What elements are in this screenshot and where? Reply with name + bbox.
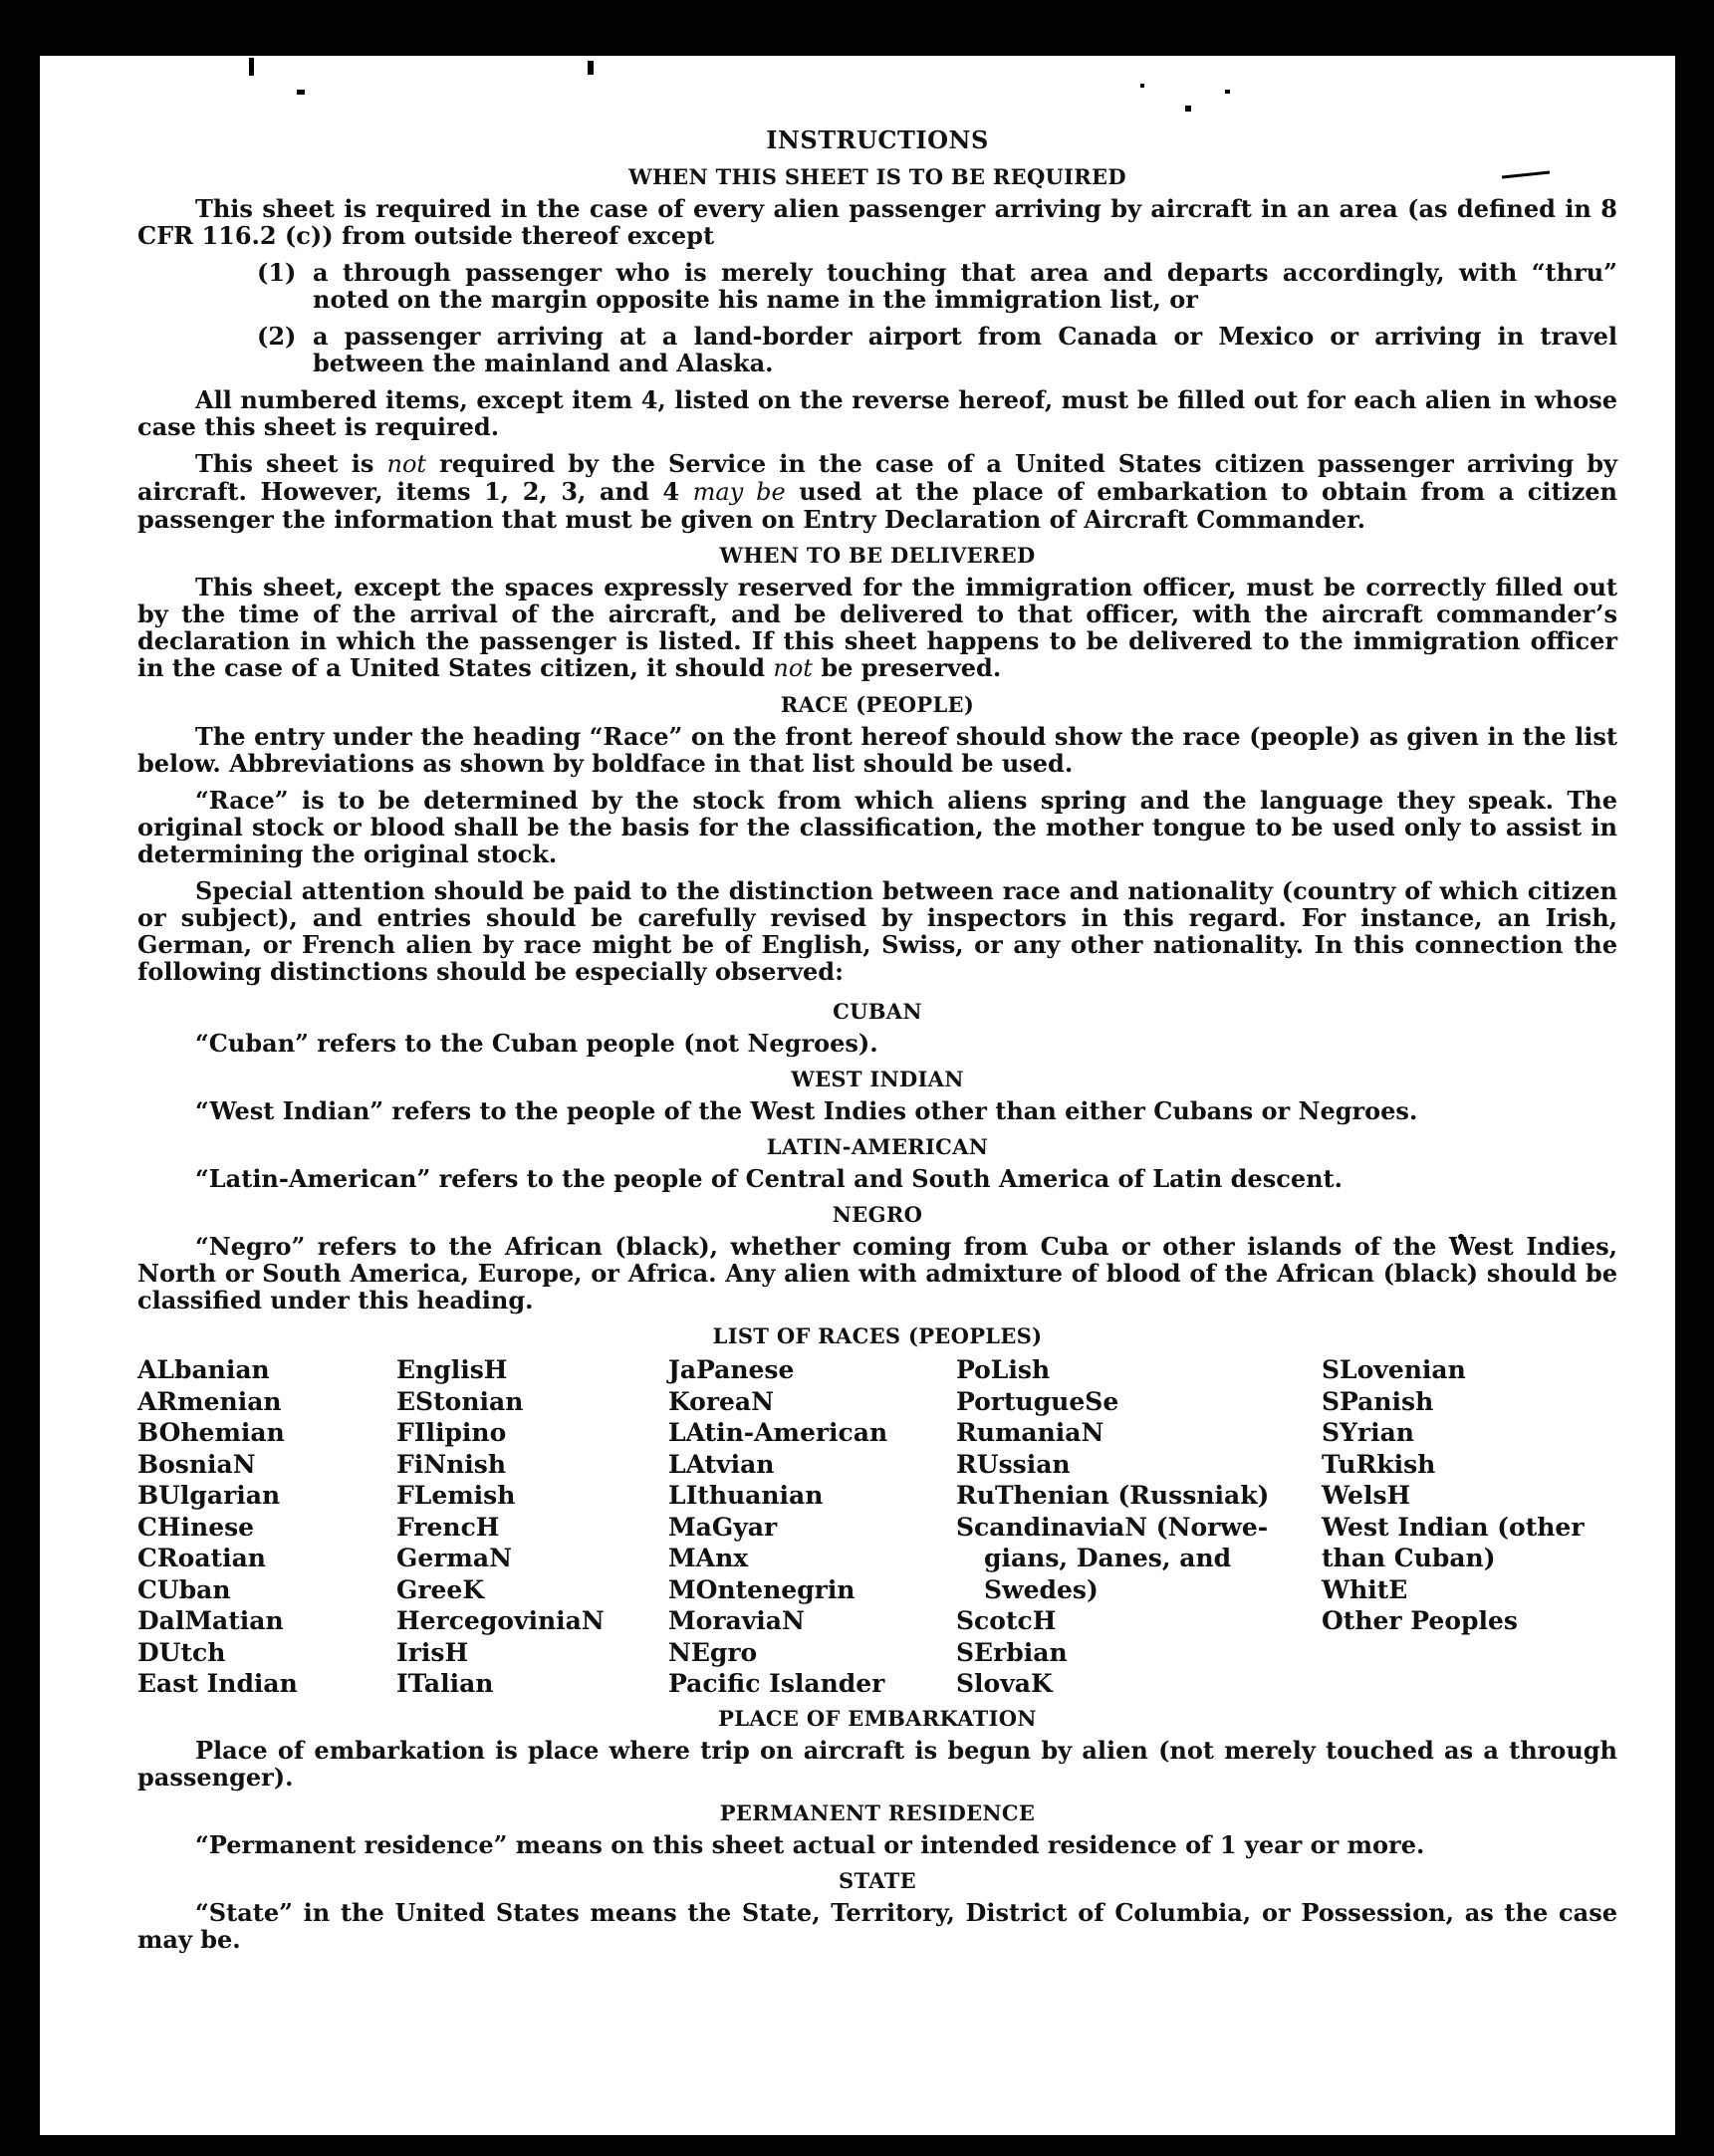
race-entry: than Cuban) — [1322, 1544, 1496, 1572]
scan-speck — [297, 90, 305, 95]
race-entry: DUtch — [137, 1637, 226, 1667]
text-run: This sheet is — [195, 449, 374, 478]
race-entry: ITalian — [396, 1669, 494, 1698]
paragraph: “Negro” refers to the African (black), whether coming from Cuba or other islands of the West Indies, North or South America, Europe, or Africa. Any alien with admixture of blood of the African (black) should be classified under this heading. — [137, 1232, 1617, 1315]
section-heading: RACE (PEOPLE) — [780, 692, 975, 717]
paragraph: Special attention should be paid to the distinction between race and nationality (country of which citizen or subject), and entries should be carefully revised by inspectors in this regard. For instance, an Irish, German, or French alien by race might be of English, Swiss, or any other nationality. In this connection the following distinctions should be especially observed: — [137, 876, 1617, 986]
race-entry: RuThenian (Russniak) — [956, 1481, 1270, 1510]
race-entry: KoreaN — [668, 1386, 774, 1416]
race-entry: MOntenegrin — [668, 1574, 856, 1604]
race-entry: RUssian — [956, 1449, 1071, 1479]
race-entry: FrencH — [396, 1512, 500, 1542]
paragraph: “State” in the United States means the State, Territory, District of Columbia, or Possession, as the case may be. — [137, 1897, 1617, 1954]
paragraph — [137, 574, 1617, 682]
text-run: required by the Service in the case of a United States citizen passenger arriving by aircraft. However, items 1, 2, 3, and 4 — [137, 449, 1617, 506]
race-entry: GermaN — [396, 1544, 512, 1572]
paragraph: “Cuban” refers to the Cuban people (not Negroes). — [195, 1029, 878, 1058]
paragraph: “West Indian” refers to the people of the West Indies other than either Cubans or Negroes. — [195, 1096, 1418, 1125]
race-entry: BOhemian — [137, 1418, 285, 1447]
race-entry: SPanish — [1322, 1386, 1434, 1416]
race-column — [956, 1354, 1322, 1700]
page-title: INSTRUCTIONS — [766, 125, 989, 154]
scan-speck — [588, 61, 594, 75]
race-entry: West Indian (other — [1322, 1512, 1585, 1542]
item-text: a through passenger who is merely touching that area and departs accordingly, with “thru” noted on the margin opposite his name in the immigration list, or — [313, 258, 1617, 314]
race-entry: MaGyar — [668, 1512, 778, 1542]
race-column — [1322, 1354, 1617, 1700]
race-entry: SErbian — [956, 1637, 1068, 1667]
section-heading: LATIN-AMERICAN — [766, 1134, 989, 1159]
paragraph: “Permanent residence” means on this sheet actual or intended residence of 1 year or more. — [195, 1829, 1425, 1859]
race-entry: HercegoviniaN — [396, 1606, 605, 1635]
race-column — [396, 1354, 668, 1700]
race-entry: PortugueSe — [956, 1386, 1119, 1416]
race-entry: MAnx — [668, 1544, 749, 1572]
race-entry: gians, Danes, and — [984, 1544, 1232, 1572]
race-list — [137, 1354, 1617, 1700]
race-entry: RumaniaN — [956, 1418, 1104, 1447]
race-entry: ARmenian — [137, 1386, 282, 1416]
race-entry: FIlipino — [396, 1418, 507, 1447]
numbered-item — [137, 259, 1617, 313]
race-entry: LIthuanian — [668, 1481, 824, 1510]
race-entry: CHinese — [137, 1512, 255, 1542]
race-entry: Swedes) — [984, 1574, 1099, 1604]
race-entry: SYrian — [1322, 1418, 1414, 1447]
race-entry: JaPanese — [668, 1355, 795, 1384]
emphasis: not — [386, 450, 427, 478]
race-entry: FLemish — [396, 1481, 516, 1510]
race-entry: WelsH — [1322, 1481, 1411, 1510]
race-entry: MoraviaN — [668, 1606, 805, 1635]
race-entry: EnglisH — [396, 1355, 508, 1384]
section-heading: LIST OF RACES (PEOPLES) — [712, 1323, 1043, 1348]
instructions-content — [137, 125, 1617, 1963]
race-entry: DalMatian — [137, 1606, 284, 1635]
race-entry: TuRkish — [1322, 1449, 1436, 1479]
paragraph: All numbered items, except item 4, listed on the reverse hereof, must be filled out for each alien in whose case this sheet is required. — [137, 385, 1617, 441]
race-entry: ScandinaviaN (Norwe- — [956, 1512, 1269, 1542]
section-heading: CUBAN — [833, 999, 922, 1024]
race-entry: CUban — [137, 1574, 231, 1604]
paragraph: Place of embarkation is place where trip on aircraft is begun by alien (not merely touched as a through passenger). — [137, 1735, 1617, 1792]
race-entry: SLovenian — [1322, 1355, 1466, 1384]
paragraph: The entry under the heading “Race” on the front hereof should show the race (people) as given in the list below. Abbreviations as shown by boldface in that list should be used. — [137, 722, 1617, 778]
paragraph — [137, 450, 1617, 533]
race-entry: ALbanian — [137, 1355, 270, 1384]
race-entry: SlovaK — [956, 1669, 1053, 1698]
race-entry: FiNnish — [396, 1449, 507, 1479]
item-number: (2) — [257, 322, 297, 351]
section-heading: WHEN THIS SHEET IS TO BE REQUIRED — [628, 164, 1126, 189]
race-column — [137, 1354, 396, 1700]
race-entry: LAtin-American — [668, 1418, 888, 1447]
emphasis: may be — [692, 478, 786, 506]
text-run: used at the place of embarkation to obtain from a citizen passenger the information that must be given on Entry Declaration of Aircraft Commander. — [137, 477, 1617, 534]
race-entry: BosniaN — [137, 1449, 256, 1479]
race-entry: Pacific Islander — [668, 1669, 885, 1698]
race-entry: LAtvian — [668, 1449, 775, 1479]
text-run: This sheet, except the spaces expressly reserved for the immigration officer, must be correctly filled out by the time of the arrival of the aircraft, and be delivered to that officer, with the aircraft commander’s declaration in which the passenger is listed. If this sheet happens to be delivered to the immigration officer in the case of a United States citizen, it should — [137, 573, 1617, 682]
race-entry: CRoatian — [137, 1544, 266, 1572]
section-heading: NEGRO — [832, 1202, 923, 1227]
race-entry: WhitE — [1322, 1574, 1408, 1604]
text-run: be preserved. — [821, 653, 1002, 682]
scan-speck — [1185, 106, 1191, 112]
item-number: (1) — [257, 258, 297, 287]
numbered-item — [137, 323, 1617, 376]
race-column — [668, 1354, 956, 1700]
race-entry: PoLish — [956, 1355, 1051, 1384]
paragraph: “Race” is to be determined by the stock from which aliens spring and the language they speak. The original stock or blood shall be the basis for the classification, the mother tongue to be used only to assist in determining the original stock. — [137, 786, 1617, 868]
section-heading: PERMANENT RESIDENCE — [719, 1799, 1036, 1825]
race-entry: NEgro — [668, 1637, 758, 1667]
race-entry: ScotcH — [956, 1606, 1057, 1635]
item-text: a passenger arriving at a land-border airport from Canada or Mexico or arriving in travel between the mainland and Alaska. — [313, 322, 1617, 377]
race-entry: IrisH — [396, 1637, 469, 1667]
section-heading: STATE — [839, 1867, 916, 1893]
race-entry: EStonian — [396, 1386, 524, 1416]
scan-speck — [1225, 90, 1230, 94]
paragraph: This sheet is required in the case of every alien passenger arriving by aircraft in an area (as defined in 8 CFR 116.2 (c)) from outside thereof except — [137, 194, 1617, 250]
section-heading: WHEN TO BE DELIVERED — [719, 543, 1036, 568]
scan-speck — [1140, 84, 1144, 88]
race-entry: Other Peoples — [1322, 1606, 1518, 1635]
section-heading: PLACE OF EMBARKATION — [718, 1705, 1037, 1731]
paragraph: “Latin-American” refers to the people of Central and South America of Latin descent. — [195, 1164, 1343, 1193]
race-entry: East Indian — [137, 1669, 298, 1698]
race-entry: BUlgarian — [137, 1481, 281, 1510]
section-heading: WEST INDIAN — [791, 1067, 964, 1091]
race-entry: GreeK — [396, 1574, 485, 1604]
emphasis: not — [773, 654, 813, 682]
scan-speck — [249, 58, 254, 76]
document-sheet — [40, 56, 1675, 2135]
